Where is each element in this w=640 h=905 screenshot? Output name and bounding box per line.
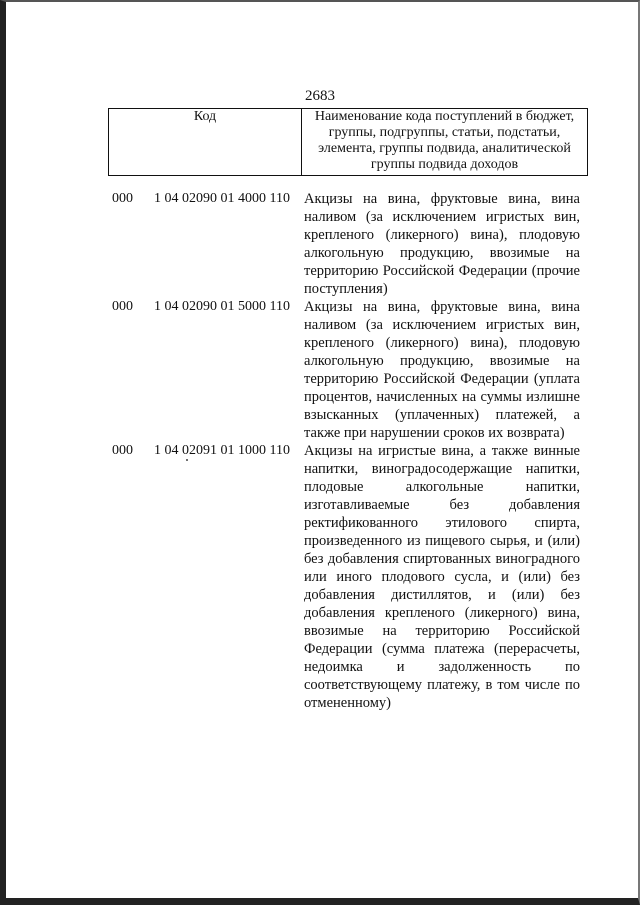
revenue-code: 1 04 02090 01 4000 110 bbox=[154, 191, 290, 206]
table-row bbox=[112, 442, 588, 712]
revenue-description: Акцизы на вина, фруктовые вина, вина наливом (за исключением игристых вин, крепленого (ликерного) вина), плодовую алкогольную продукцию, ввозимые на территорию Российской Федерации (прочие поступления) bbox=[304, 191, 580, 297]
table-row bbox=[112, 298, 588, 442]
admin-code: 000 bbox=[112, 443, 133, 458]
code-column-header: Код bbox=[109, 109, 302, 176]
page-number: 2683 bbox=[305, 88, 335, 104]
header-row bbox=[109, 109, 588, 176]
revenue-description: Акцизы на игристые вина, а также винные напитки, виноградосодержащие напитки, плодовые алкогольные напитки, изготавливаемые без добавления ректификованного этилового спирта, произведенного из пищевого сырья, и (или) без добавления спиртованных виноградного или иного плодового сусла, и (или) без добавления дистиллятов, и (или) без добавления крепленого (ликерного) вина, ввозимые на территорию Российской Федерации (сумма платежа (перерасчеты, недоимка и задолженность по соответствующему платежу, в том числе по отмененному) bbox=[304, 443, 580, 711]
admin-code: 000 bbox=[112, 191, 133, 206]
revenue-code: 1 04 02091 01 1000 110 bbox=[154, 443, 290, 458]
scan-speck bbox=[186, 459, 188, 461]
revenue-code: 1 04 02090 01 5000 110 bbox=[154, 299, 290, 314]
header-table bbox=[108, 108, 588, 176]
name-column-header: Наименование кода поступлений в бюджет, группы, подгруппы, статьи, подстатьи, элемента, группы подвида, аналитической группы подвида доходов bbox=[302, 109, 588, 176]
revenue-code-list bbox=[112, 190, 588, 712]
table-row bbox=[112, 190, 588, 298]
revenue-description: Акцизы на вина, фруктовые вина, вина наливом (за исключением игристых вин, крепленого (ликерного) вина), плодовую алкогольную продукцию, ввозимые на территорию Российской Федерации (уплата процентов, начисленных на суммы излишне взысканных (уплаченных) платежей, а также при нарушении сроков их возврата) bbox=[304, 299, 580, 441]
admin-code: 000 bbox=[112, 299, 133, 314]
